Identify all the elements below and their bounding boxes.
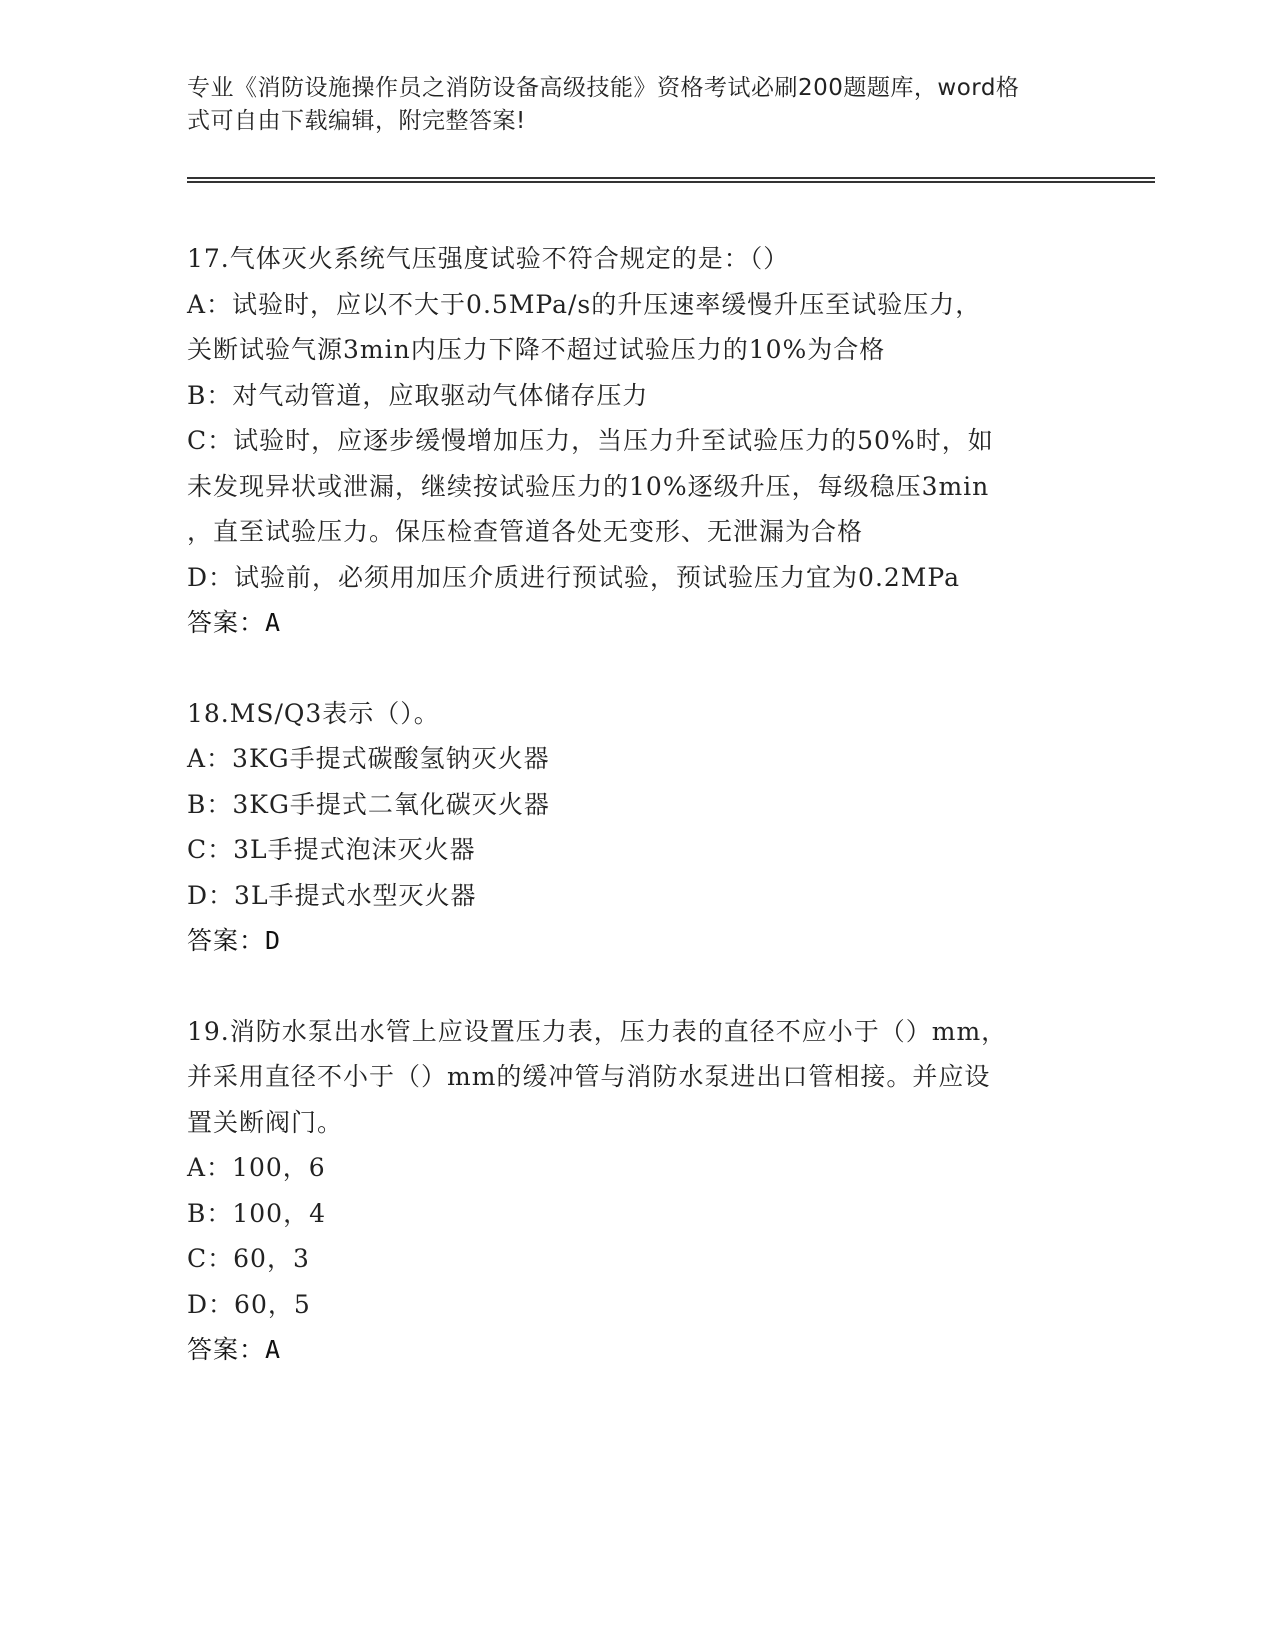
- option-c-continued: ，直至试验压力。保压检查管道各处无变形、无泄漏为合格: [187, 517, 864, 546]
- option-b: B：对气动管道，应取驱动气体储存压力: [187, 380, 649, 410]
- question-stem-continued: 置关断阀门。: [187, 1107, 344, 1137]
- question-stem: 17.气体灭火系统气压强度试验不符合规定的是：（）: [187, 244, 790, 273]
- question-stem: 19.消防水泵出水管上应设置压力表，压力表的直径不应小于（）mm，: [187, 1016, 1008, 1046]
- header-line: 专业《消防设施操作员之消防设备高级技能》资格考试必刷200题题库，word格: [187, 75, 1020, 101]
- question-list: [187, 236, 1077, 1418]
- option-c: C：试验时，应逐步缓慢增加压力，当压力升至试验压力的50%时，如: [187, 426, 994, 455]
- question-stem: 18.MS/Q3表示（）。: [187, 698, 440, 728]
- option-c: C：3L手提式泡沫灭火器: [187, 835, 476, 864]
- page-header: [187, 72, 1067, 138]
- header-line: 式可自由下载编辑，附完整答案!: [187, 108, 526, 134]
- option-d: D：试验前，必须用加压介质进行预试验，预试验压力宜为0.2MPa: [187, 562, 961, 592]
- question-stem-continued: 并采用直径不小于（）mm的缓冲管与消防水泵进出口管相接。并应设: [187, 1062, 991, 1091]
- option-a: A：试验时，应以不大于0.5MPa/s的升压速率缓慢升压至试验压力，: [187, 289, 982, 319]
- header-double-rule: [187, 177, 1155, 183]
- question-18: [187, 691, 1077, 964]
- option-b: B：3KG手提式二氧化碳灭火器: [187, 789, 550, 819]
- option-a: A：3KG手提式碳酸氢钠灭火器: [187, 744, 550, 773]
- option-b: B：100，4: [187, 1198, 326, 1228]
- answer: 答案：D: [187, 926, 282, 955]
- question-17: [187, 236, 1077, 646]
- option-a-continued: 关断试验气源3min内压力下降不超过试验压力的10%为合格: [187, 335, 886, 364]
- option-d: D：60，5: [187, 1289, 311, 1319]
- answer: 答案：A: [187, 608, 282, 637]
- option-c-continued: 未发现异状或泄漏，继续按试验压力的10%逐级升压，每级稳压3min: [187, 471, 990, 501]
- option-d: D：3L手提式水型灭火器: [187, 880, 477, 910]
- question-19: [187, 1009, 1077, 1373]
- option-c: C：60，3: [187, 1244, 310, 1273]
- option-a: A：100，6: [187, 1153, 326, 1182]
- answer: 答案：A: [187, 1335, 282, 1364]
